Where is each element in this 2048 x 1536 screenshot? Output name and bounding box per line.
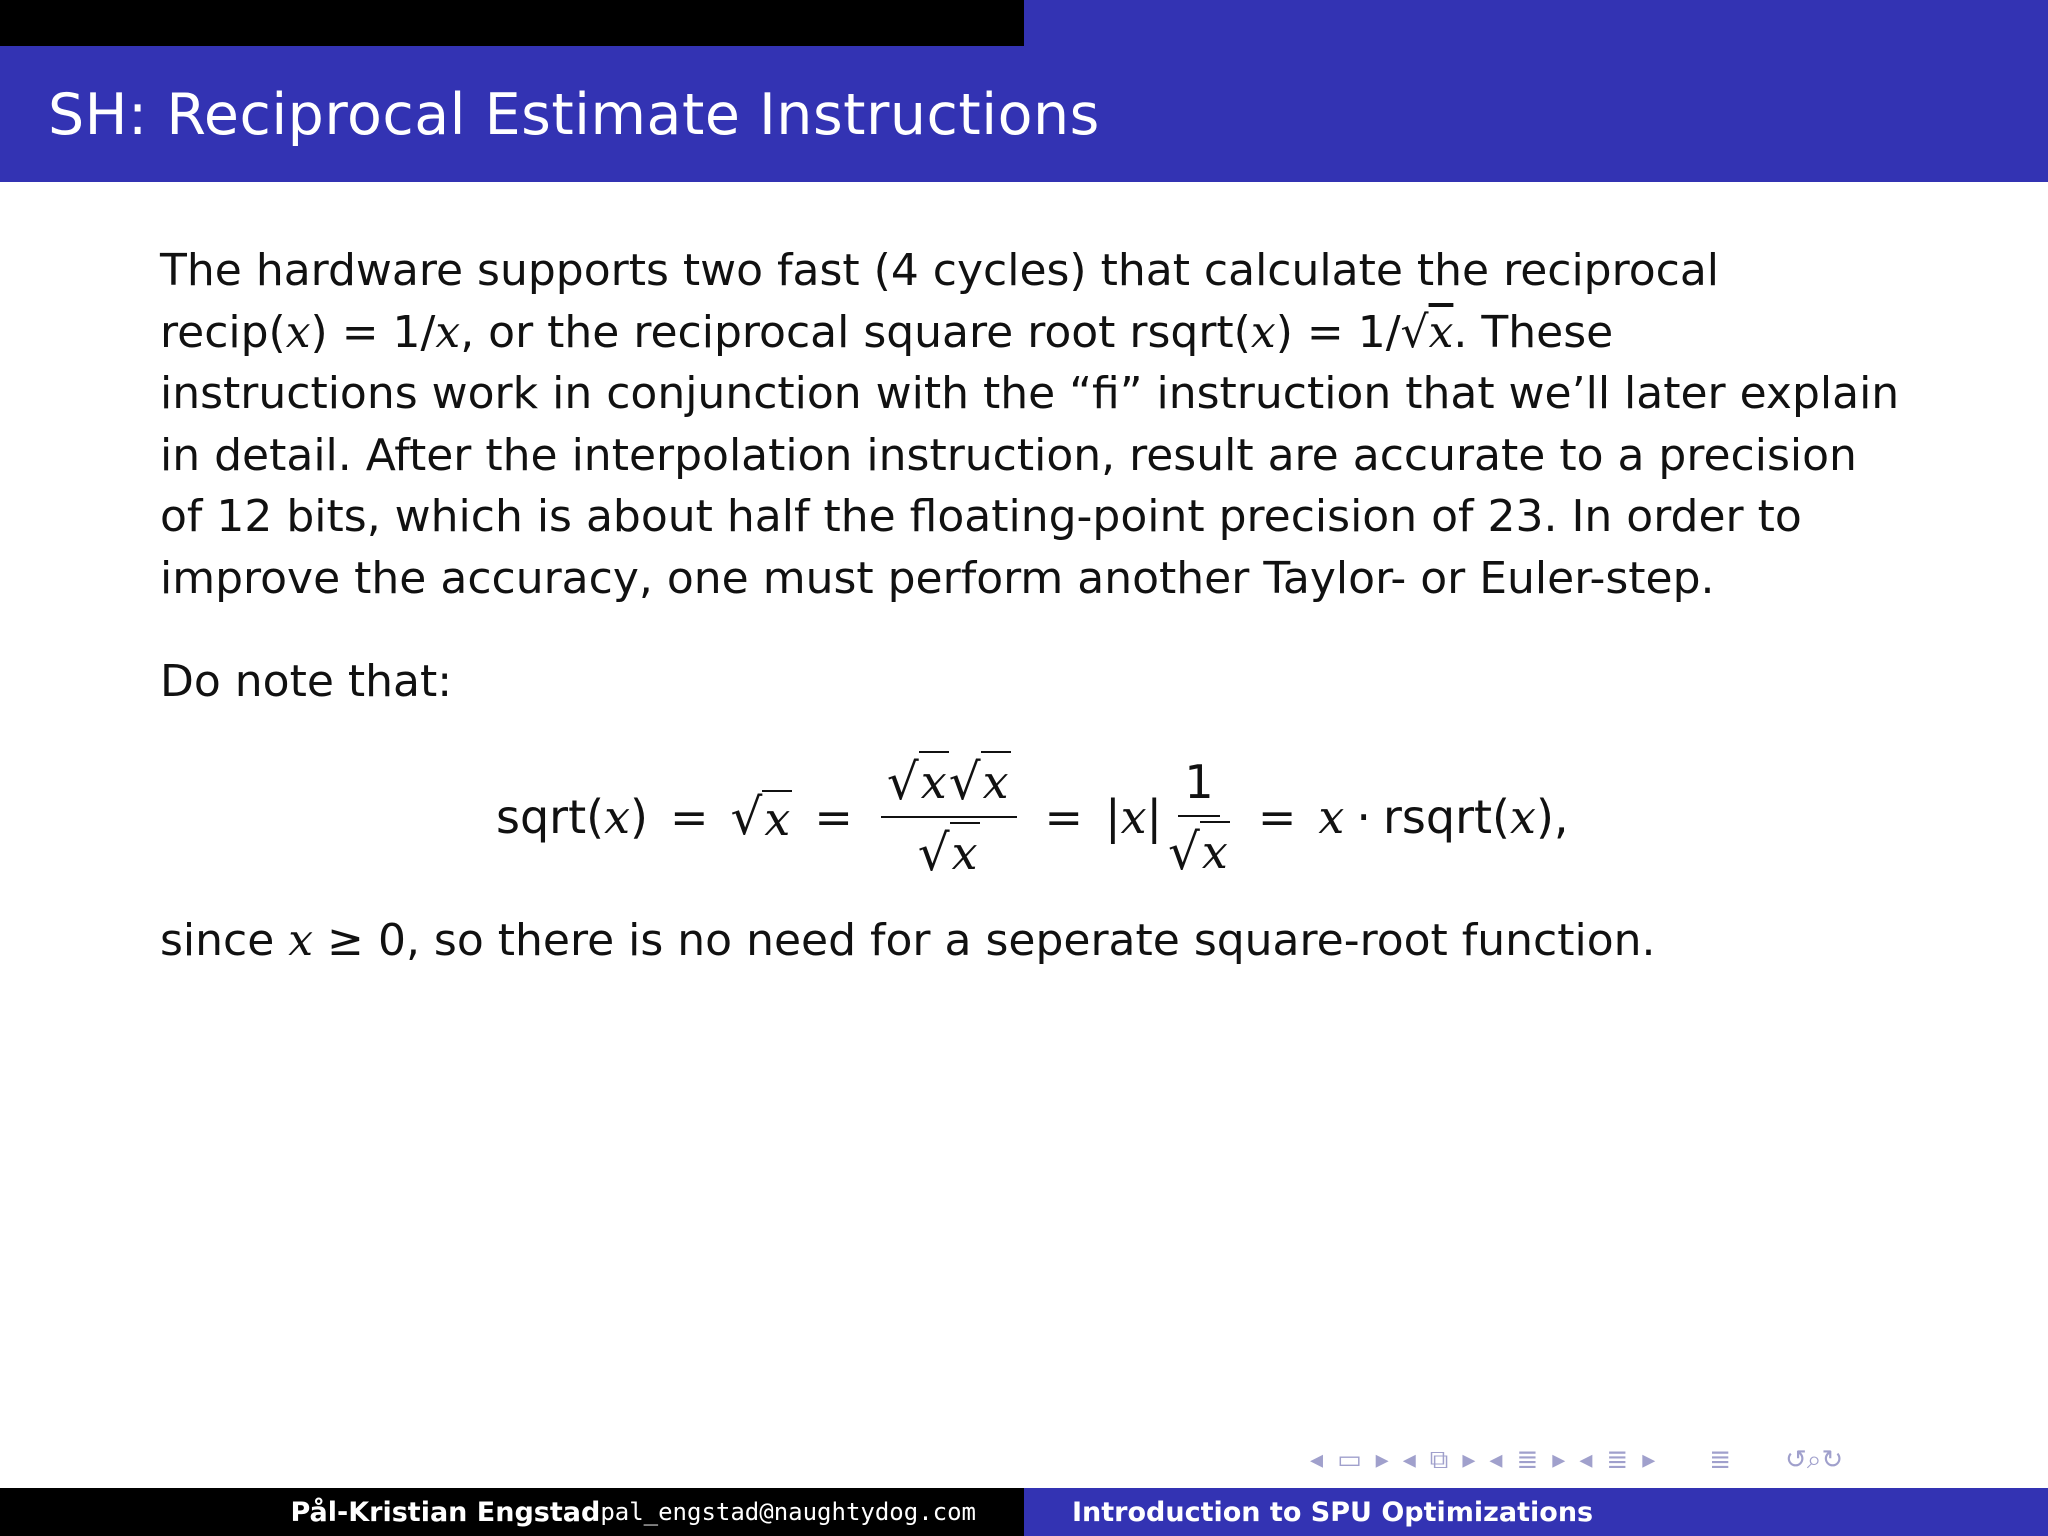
text-fragment: . These (1453, 306, 1614, 358)
eq-fraction-1 (881, 751, 1017, 883)
frame-icon[interactable]: ▭ (1337, 1445, 1362, 1475)
beamer-navigation (1310, 1442, 2030, 1478)
eq-variable: x (604, 790, 631, 844)
footer-email: pal_engstad@naughtydog.com (600, 1498, 976, 1526)
paragraph-main (160, 240, 1920, 609)
math-variable: x (1428, 306, 1454, 358)
abs-bar: | (1105, 790, 1121, 844)
footer (0, 1488, 2048, 1536)
paragraph-line: The hardware supports two fast (4 cycles) that calculate the reciprocal (160, 245, 1720, 296)
eq-end: ), (1535, 790, 1569, 844)
fraction-numerator (881, 751, 1017, 818)
radical-sign: √ (730, 788, 763, 846)
math-variable: x (285, 306, 311, 358)
eq-equals: = (814, 790, 853, 844)
fraction-denominator (1168, 817, 1230, 882)
text-fragment: , or the reciprocal square root rsqrt( (460, 306, 1251, 358)
footer-left (0, 1488, 1024, 1536)
text-fragment: since (160, 915, 289, 966)
eq-variable: x (981, 751, 1011, 811)
next-section-icon[interactable]: ▸ (1552, 1445, 1566, 1475)
search-icon[interactable]: ↺⌕↻ (1785, 1444, 1844, 1475)
math-variable: x (1250, 306, 1276, 358)
eq-paren: ) (630, 790, 648, 844)
paragraph-conclusion (160, 915, 1656, 966)
eq-fraction-2 (1168, 753, 1230, 882)
section-icon[interactable]: ≣ (1516, 1445, 1539, 1475)
paragraph-line: of 12 bits, which is about half the floating-point precision of 23. In order to (160, 491, 1802, 542)
header-strip-right (1024, 0, 2048, 46)
title-bar (0, 46, 2048, 182)
math-variable: x (435, 306, 461, 358)
text-fragment: ) = 1/ (310, 306, 436, 358)
eq-equals: = (669, 790, 709, 844)
header-strip (0, 0, 2048, 46)
abs-bar: | (1146, 790, 1163, 844)
paragraph-line: in detail. After the interpolation instruction, result are accurate to a precision (160, 429, 1857, 481)
paragraph-note: Do note that: (160, 656, 453, 707)
radical-sign: √ (886, 753, 919, 811)
footer-talk-title: Introduction to SPU Optimizations (1072, 1496, 1594, 1528)
text-fragment: ≥ 0, so there is no need for a seperate square-root function. (313, 915, 1656, 966)
eq-variable: x (919, 751, 949, 811)
text-fragment: recip( (160, 306, 286, 358)
eq-variable: x (1509, 790, 1536, 844)
radical-sign: √ (917, 824, 950, 882)
subsection-icon[interactable]: ⧉ (1429, 1444, 1449, 1475)
header-strip-left (0, 0, 1024, 46)
fraction-numerator: 1 (1178, 753, 1219, 817)
doc-icon[interactable]: ≣ (1606, 1445, 1629, 1475)
next-doc-icon[interactable]: ▸ (1642, 1445, 1656, 1475)
next-frame-icon[interactable]: ▸ (1375, 1445, 1389, 1475)
prev-frame-icon[interactable]: ◂ (1310, 1445, 1324, 1475)
prev-doc-icon[interactable]: ◂ (1579, 1445, 1593, 1475)
eq-sqrt (731, 788, 793, 846)
fraction-denominator (918, 818, 980, 883)
next-subsection-icon[interactable]: ▸ (1462, 1445, 1476, 1475)
eq-equals: = (1044, 790, 1084, 844)
eq-variable: x (1200, 821, 1230, 881)
eq-sqrt-fn: sqrt( (496, 790, 605, 844)
footer-author: Pål-Kristian Engstad (290, 1496, 601, 1528)
eq-equals: = (1257, 790, 1297, 844)
radical-sign: √ (1168, 822, 1200, 881)
eq-variable: x (764, 792, 791, 846)
eq-variable: x (1120, 790, 1147, 844)
eq-dot: · (1356, 790, 1371, 844)
paragraph-line: improve the accuracy, one must perform another Taylor- or Euler-step. (160, 552, 1715, 604)
eq-variable: x (950, 822, 980, 882)
eq-variable: x (1318, 790, 1345, 844)
paragraph-line-formula (160, 302, 1920, 364)
text-fragment: ) = 1/√ (1275, 306, 1429, 358)
prev-subsection-icon[interactable]: ◂ (1402, 1445, 1416, 1475)
slide-title: SH: Reciprocal Estimate Instructions (48, 82, 1100, 148)
math-variable: x (288, 915, 314, 966)
footer-right (1024, 1488, 2048, 1536)
align-icon[interactable]: ≣ (1709, 1445, 1732, 1475)
paragraph-line: instructions work in conjunction with the “fi” instruction that we’ll later explain (160, 368, 1900, 419)
prev-section-icon[interactable]: ◂ (1489, 1445, 1503, 1475)
eq-rsqrt-fn: rsqrt( (1383, 790, 1510, 844)
radical-sign: √ (948, 753, 981, 811)
equation-display (496, 752, 1569, 882)
